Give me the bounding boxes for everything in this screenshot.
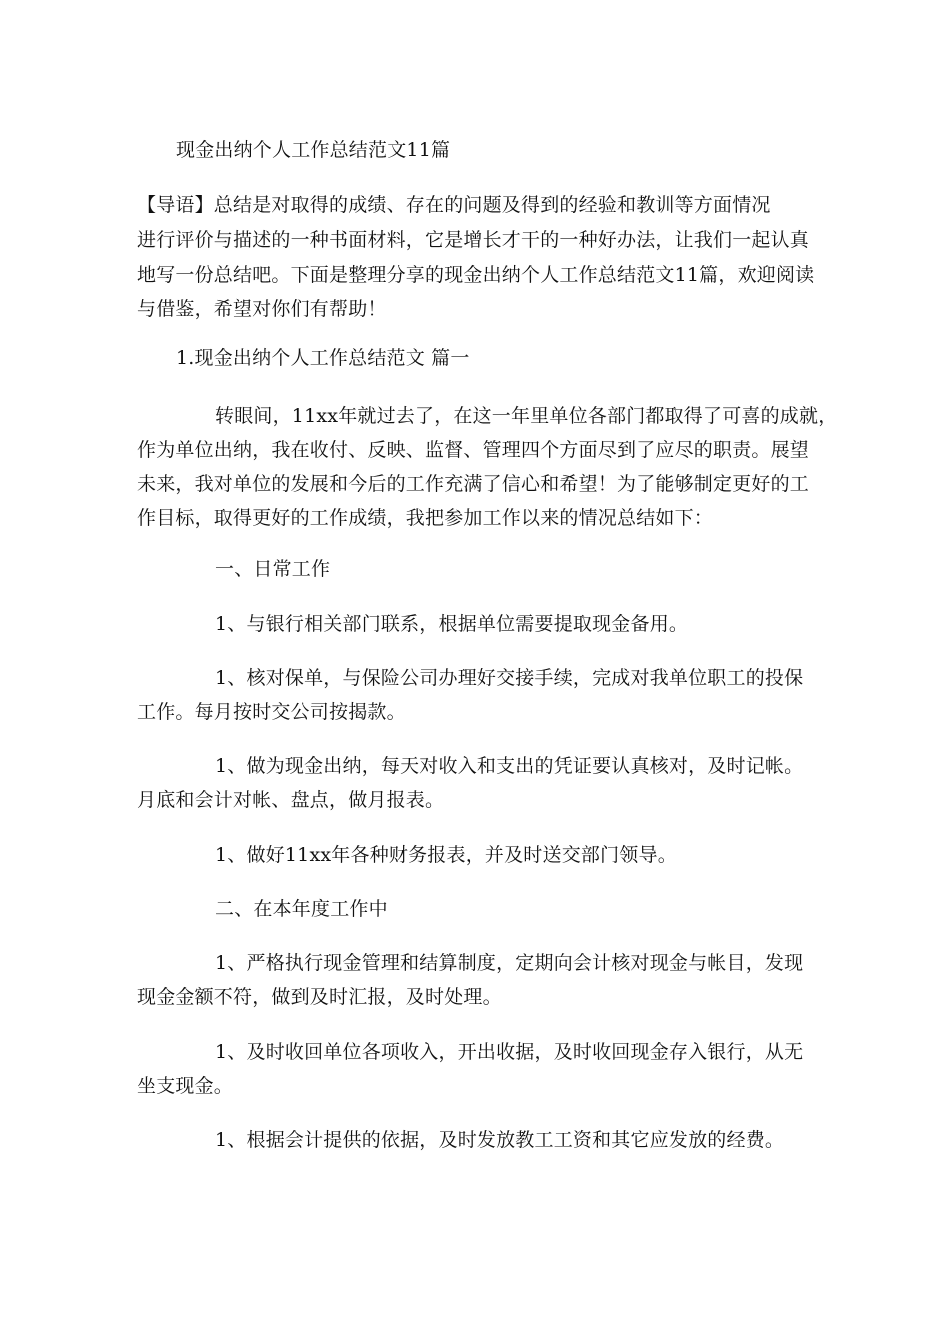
daily-item-4: 1、做好11xx年各种财务报表，并及时送交部门领导。 xyxy=(215,844,677,866)
year-item-2-line-1: 1、及时收回单位各项收入，开出收据，及时收回现金存入银行，从无 xyxy=(215,1041,804,1063)
intro-line-2: 进行评价与描述的一种书面材料，它是增长才干的一种好办法，让我们一起认真 xyxy=(137,229,810,251)
daily-item-2-line-2: 工作。每月按时交公司按揭款。 xyxy=(137,701,406,723)
intro-line-4: 与借鉴，希望对你们有帮助！ xyxy=(137,298,387,320)
intro-line-1: 【导语】总结是对取得的成绩、存在的问题及得到的经验和教训等方面情况 xyxy=(137,194,771,216)
intro-line-3: 地写一份总结吧。下面是整理分享的现金出纳个人工作总结范文11篇，欢迎阅读 xyxy=(137,264,815,286)
daily-item-3-line-2: 月底和会计对帐、盘点，做月报表。 xyxy=(137,789,445,811)
daily-item-3-line-1: 1、做为现金出纳，每天对收入和支出的凭证要认真核对，及时记帐。 xyxy=(215,755,804,777)
heading-daily-work: 一、日常工作 xyxy=(215,558,331,580)
year-item-2-line-2: 坐支现金。 xyxy=(137,1075,234,1097)
section-heading: 1.现金出纳个人工作总结范文 篇一 xyxy=(176,347,470,369)
para1-line-2: 作为单位出纳，我在收付、反映、监督、管理四个方面尽到了应尽的职责。展望 xyxy=(137,439,810,461)
year-item-3: 1、根据会计提供的依据，及时发放教工工资和其它应发放的经费。 xyxy=(215,1129,785,1151)
para1-line-4: 作目标，取得更好的工作成绩，我把参加工作以来的情况总结如下： xyxy=(137,507,714,529)
year-item-1-line-2: 现金金额不符，做到及时汇报，及时处理。 xyxy=(137,986,502,1008)
para1-line-3: 未来，我对单位的发展和今后的工作充满了信心和希望！为了能够制定更好的工 xyxy=(137,473,810,495)
year-item-1-line-1: 1、严格执行现金管理和结算制度，定期向会计核对现金与帐目，发现 xyxy=(215,952,804,974)
para1-line-1: 转眼间，11xx年就过去了，在这一年里单位各部门都取得了可喜的成就， xyxy=(215,405,838,427)
daily-item-2-line-1: 1、核对保单，与保险公司办理好交接手续，完成对我单位职工的投保 xyxy=(215,667,804,689)
heading-year-work: 二、在本年度工作中 xyxy=(215,898,388,920)
document-title: 现金出纳个人工作总结范文11篇 xyxy=(176,139,451,161)
daily-item-1: 1、与银行相关部门联系，根据单位需要提取现金备用。 xyxy=(215,613,689,635)
